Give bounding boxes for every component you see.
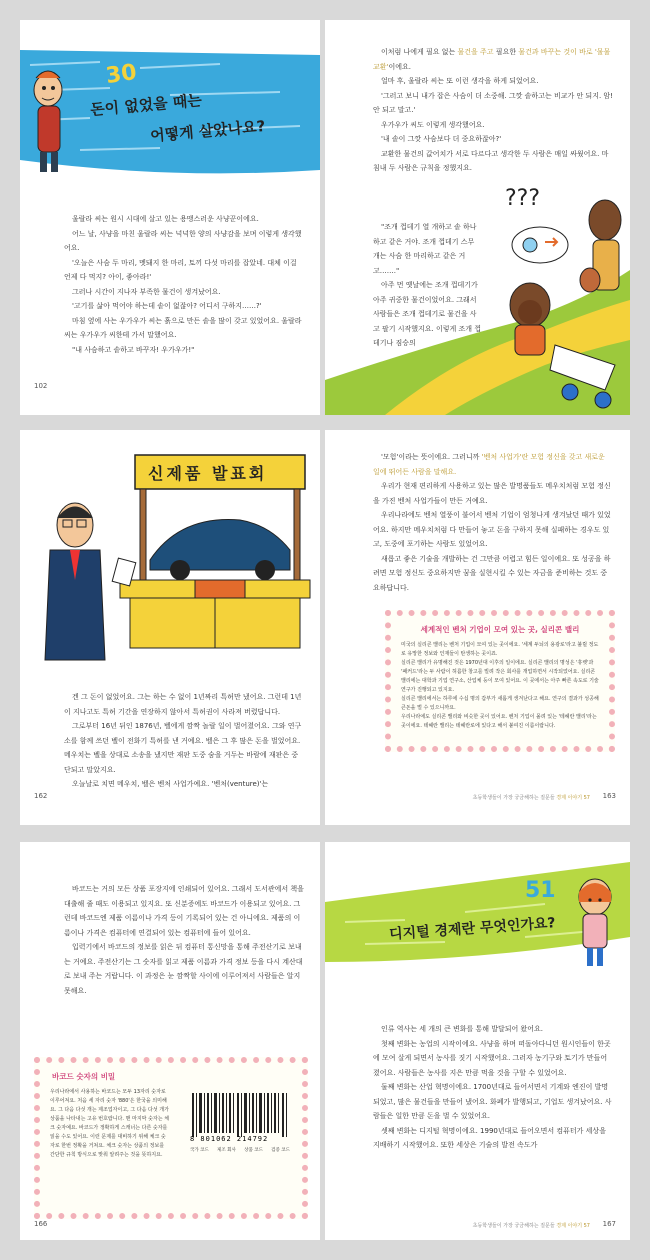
paragraph: "조개 껍데기 열 개하고 솥 하나하고 같은 거야. 조개 껍데기 스무 개는 사슴 한 마리하고 같은 거고……." (373, 223, 477, 275)
thought-bubble-illustration (512, 227, 568, 263)
paragraph: 우리가 현재 편리하게 사용하고 있는 많은 발명품들도 메우치처럼 모험 정신을 가진 벤처 사업가들이 만든 거예요. (373, 482, 611, 505)
paragraph: 우리나라에도 벤처 열풍이 불어서 벤처 기업이 엄청나게 생겨났던 때가 있었어요. 하지만 메우치처럼 다 만들어 놓고 돈을 구하지 못해 실패하는 경우도 있고, 도중에 포기하는 사람도 있었어요. (373, 511, 611, 548)
silicon-valley-note-box (385, 610, 615, 752)
paragraph: 우가우가 씨도 이렇게 생각했어요. (381, 120, 485, 129)
barcode-note-box (34, 1057, 308, 1219)
paragraph: "내 사슴하고 솥하고 바꾸자! 우가우가!" (72, 345, 195, 354)
page-number: 102 (34, 382, 48, 390)
paragraph: 셋째 변화는 디지털 혁명이에요. 1990년대로 들어오면서 컴퓨터가 세상을 지배하기 시작했어요. 또한 세상은 기술의 발전 속도가 (373, 1126, 606, 1149)
paragraph: 둘째 변화는 산업 혁명이에요. 1700년대로 들어서면서 기계와 엔진이 발명되었고, 많은 물건들을 만들어 냈어요. 화폐가 발행되고, 기업도 생겨났어요. 사람들은 일한 만큼 돈을 벌 수 있었어요. (373, 1083, 612, 1120)
question-mark: ??? (505, 186, 541, 211)
body-text (64, 212, 304, 357)
body-text (373, 450, 613, 595)
chapter-number: 30 (104, 59, 139, 90)
spread3-left-page (20, 842, 320, 1240)
page-number: 163 (602, 792, 616, 800)
paragraph: 그로부터 16년 뒤인 1876년, 벨에게 깜짝 놀랄 일이 벌어졌어요. 그와 연구소를 함께 쓰던 벨이 전화기 특허를 낸 거예요. 벨은 그 후 많은 돈을 벌었어요. 메우치는 벨을 상대로 소송을 냈지만 재판 도중 숨을 거두는 바람에 재판은 중단되고 말았지요. (64, 722, 302, 774)
caveman-with-deer-illustration (580, 200, 621, 292)
paragraph: 어느 날, 사냥을 마친 울랄라 씨는 넉넉한 양의 사냥감을 보며 이렇게 생각했어요. (64, 229, 302, 252)
paragraph: 그러나 시간이 지나자 부족한 물건이 생겨났어요. (72, 287, 221, 296)
paragraph: '그러고 보니 내가 잡은 사슴이 더 소중해. 그깟 솥하고는 비교가 안 되지. 암! 안 되고 말고.' (373, 91, 613, 114)
chapter-number: 51 (525, 878, 556, 903)
note-title: 세계적인 벤처 기업이 모여 있는 곳, 실리콘 밸리 (420, 625, 580, 634)
paragraph: '고기를 삶아 먹어야 하는데 솥이 없잖아? 어디서 구하지……?' (72, 302, 262, 310)
paragraph: '모험'이라는 뜻이에요. 그러니까 '벤처 사업가'란 모험 정신을 갖고 새로운 일에 뛰어든 사람을 말해요. (373, 453, 605, 476)
paragraph: 인류 역사는 세 개의 큰 변화를 통해 발달되어 왔어요. (381, 1025, 544, 1033)
highlight: '벤처 사업가'란 모험 정신을 갖고 새로운 일에 뛰어든 사람을 말해요. (373, 453, 605, 476)
barcode-number: 8 801062 214792 (190, 1135, 269, 1143)
paragraph: 마침 옆에 사는 우가우가 씨는 흙으로 만든 솥을 많이 갖고 있었어요. 울랄라 씨는 우가우가 씨한테 가서 말했어요. (64, 316, 302, 339)
spread2-right-page (325, 430, 630, 825)
booth-sign-text: 신제품 발표회 (148, 464, 268, 483)
barcode-legend: 국가 코드 제조 회사 상품 코드 검증 코드 (190, 1148, 290, 1153)
spread2-left-page (20, 430, 320, 825)
barcode-image (190, 1093, 290, 1153)
paragraph: 얼마 후, 울랄라 씨는 또 이런 생각을 하게 되었어요. (381, 77, 539, 85)
barter-illustration (325, 20, 630, 415)
paragraph: 바코드는 거의 모든 상품 포장지에 인쇄되어 있어요. 그래서 도서관에서 책을 대출해 줄 때도 이용되고 있지요. 또 신분증에도 바코드가 이용되고 있어요. 그런데 바코드엔 제품 이름이나 가격 등이 기록되어 있는 건 아니에요. 제품의 이름이나 가격은 컴퓨터에 연결되어 있는 컴퓨터에 들어 있어요. (64, 885, 304, 937)
body-text (64, 690, 304, 792)
body-text (373, 1022, 613, 1153)
page-number: 166 (34, 1220, 48, 1228)
running-footer: 초등학생들이 가장 궁금해하는 질문들 경제 이야기 57 (472, 795, 590, 801)
paragraph: 첫째 변화는 농업의 시작이에요. 사냥을 하며 떠돌아다니던 원시인들이 한곳에 모여 살게 되면서 농사를 짓기 시작했어요. 그러자 농기구와 토기가 만들어졌어요. 사람들은 농사를 지은 만큼 먹을 것을 구할 수 있었어요. (373, 1039, 611, 1077)
paragraph: 오늘날로 치면 메우치, 벨은 벤처 사업가예요. '벤처(venture)'는 (72, 780, 269, 788)
running-footer: 초등학생들이 가장 궁금해하는 질문들 경제 이야기 57 (472, 1223, 590, 1229)
paragraph: 겐 그 돈이 없었어요. 그는 하는 수 없이 1년짜리 특허만 냈어요. 그런데 1년이 지나고도 특허 기간을 연장하지 않아서 특허권이 사라져 버렸답니다. (64, 693, 302, 716)
note-body: 우리나라에서 사용하는 바코드는 모두 13자리 숫자로 이루어져요. 처음 세 자리 숫자 '880'은 한국을 의미해요. 그 다음 다섯 개는 제조업자이고, 그 다음 다섯 개가 상품을 나타내는 고유 번호랍니다. 맨 마지막 숫자는 체크 숫자예요. 바코드가 정확하게 스캐너는 다른 숫자를 읽을 수도 있어요. 이런 문제를 대비하기 위해 체크 숫자로 한번 정확을 거쳐요. 체크 숫자는 상품의 정보를 간단한 규칙 방식으로 맞춰 알려주는 것을 뜻하지요. (50, 1089, 169, 1158)
highlight: 물건을 주고 (457, 48, 494, 56)
girl-thinking-illustration (579, 879, 611, 966)
page-number: 162 (34, 792, 48, 800)
paragraph: 울랄라 씨는 원시 시대에 살고 있는 용맹스러운 사냥꾼이에요. (72, 215, 259, 223)
spread1-left-page (20, 20, 320, 415)
chapter-banner (325, 842, 630, 972)
paragraph: '내 솥이 그깟 사슴보다 더 중요하잖아?' (381, 135, 502, 143)
chapter-title-line1: 돈이 없었을 때는 (89, 91, 203, 119)
paragraph: '오늘은 사슴 두 마리, 멧돼지 한 마리, 토끼 다섯 마리를 잡았네. 대체 이걸 언제 다 먹지? 아이, 좋아라!' (64, 258, 297, 281)
businessman-illustration (45, 503, 136, 660)
paragraph: 아주 먼 옛날에는 조개 껍데기가 아주 귀중한 물건이었어요. 그래서 사람들은 조개 껍데기로 물건을 사고 팔기 시작했지요. 이렇게 조개 껍데기나 짐승의 (373, 281, 482, 347)
paragraph: 이처럼 나에게 필요 없는 물건을 주고 필요한 물건과 바꾸는 것이 바로 '물물교환'이에요. (373, 48, 611, 71)
highlight: 물건과 바꾸는 것이 바로 '물물교환' (373, 48, 611, 71)
spread1-right-page (325, 20, 630, 415)
question-marks-icon (505, 186, 540, 211)
paragraph: 새롭고 좋은 기술을 개발하는 건 그만큼 어렵고 힘든 일이에요. 또 성공을 하려면 모험 정신도 중요하지만 꿈을 실현시킬 수 있는 자금을 준비하는 것도 중요하답니다. (373, 554, 611, 592)
note-body: 미국의 실리콘 밸리는 벤처 기업이 모여 있는 곳이에요. '세계 두뇌의 용광로'라고 불릴 정도로 유망한 정보와 인재들이 탄생하는 곳이죠. 실리콘 밸리가 유명해진 것은 1970년대 이후의 일이에요. 실리콘 밸리의 명성은 '휴렛'과 '패커드'라는 두 사람이 허름한 창고를 빌려 작은 회사를 개업하면서 시작되었어요. 실리콘 밸리에는 대학과 기업 연구소, 산업체 등이 모여 있어요. 이 곳에서는 아주 빠른 속도로 기술 연구가 진행되고 있지요. 실리콘 밸리에서는 하루에 수십 명의 갑부가 새롭게 생겨난다고 해요. 연구의 결과가 성공해 큰돈을 벌 수 있으니까요. 우리나라에도 실리콘 밸리와 비슷한 곳이 있어요. 벤처 기업이 몰려 있는 '테헤란 밸리'라는 곳이에요. 테헤란 밸리는 테헤란로에 있다고 해서 붙여진 이름이랍니다. (401, 642, 599, 729)
chapter-title-line2: 어떻게 살았나요? (149, 117, 266, 145)
page-number: 167 (602, 1220, 616, 1228)
paragraph: 입력기에서 바코드의 정보를 읽은 뒤 컴퓨터 통신망을 통해 주전산기로 보내는 거예요. 주전산기는 그 숫자를 읽고 제품 이름과 가격 정보 등을 다시 계산대로 보내 주는 거랍니다. 이 과정은 눈 깜짝할 사이에 이루어져서 사람들은 알지 못해요. (64, 943, 303, 995)
note-title: 바코드 숫자의 비밀 (52, 1072, 116, 1081)
body-text (64, 882, 304, 998)
chapter-title: 디지털 경제란 무엇인가요? (388, 915, 557, 943)
spread3-right-page (325, 842, 630, 1240)
paragraph: 교환한 물건의 값어치가 서로 다르다고 생각한 두 사람은 매일 싸웠어요. 마침내 두 사람은 규칙을 정했지요. (373, 149, 609, 172)
